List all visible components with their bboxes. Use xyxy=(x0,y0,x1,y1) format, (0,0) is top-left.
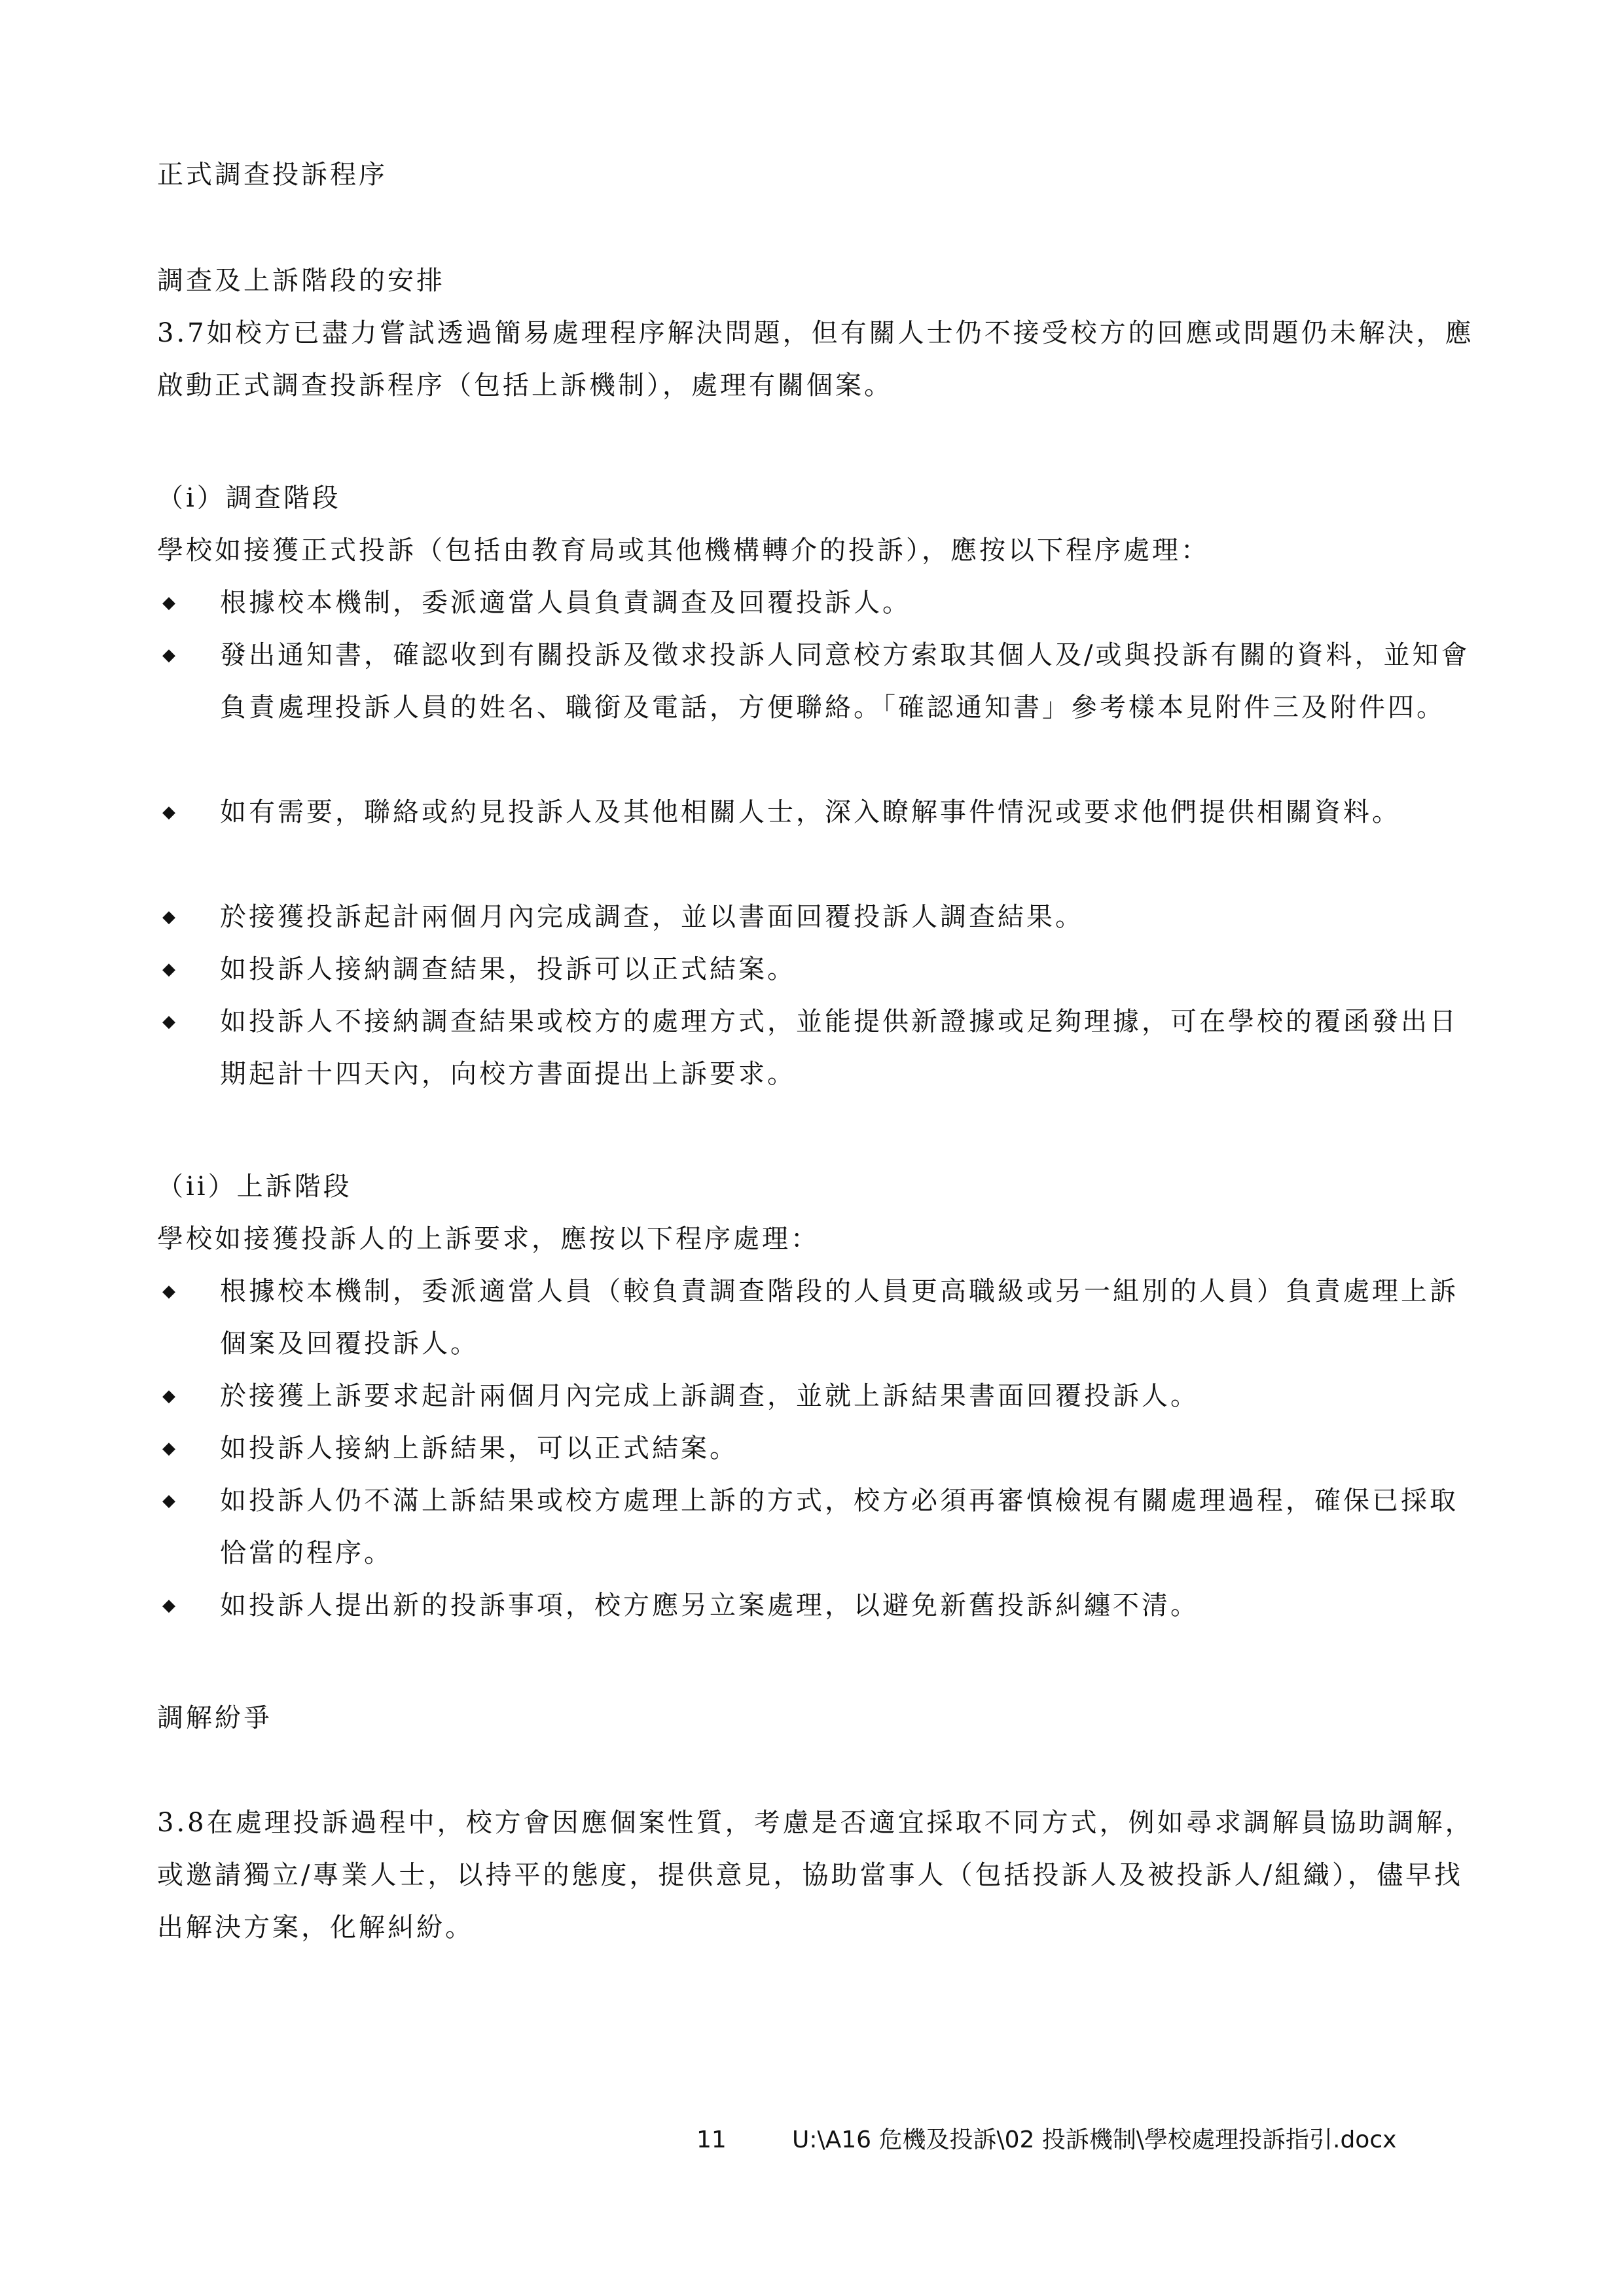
stage-appeal-intro: 學校如接獲投訴人的上訴要求，應按以下程序處理： xyxy=(157,1224,820,1254)
document-heading: 正式調查投訴程序 xyxy=(157,160,388,190)
list-item-text: 根據校本機制，委派適當人員負責調查及回覆投訴人。 xyxy=(220,588,911,618)
paragraph-3-8: 3.8在處理投訴過程中，校方會因應個案性質，考慮是否適宜採取不同方式，例如尋求調解員協助調解，或邀請獨立/專業人士，以持平的態度，提供意見，協助當事人（包括投訴人及被投訴人/組織），儘早找出解決方案，化解糾紛。 xyxy=(157,1808,1474,1943)
list-item-text: 如投訴人不接納調查結果或校方的處理方式，並能提供新證據或足夠理據，可在學校的覆函發出日期起計十四天內，向校方書面提出上訴要求。 xyxy=(220,1007,1458,1089)
stage-appeal-title: （ii）上訴階段 xyxy=(157,1172,352,1202)
diamond-bullet-icon: ◆ xyxy=(162,802,178,822)
diamond-bullet-icon: ◆ xyxy=(162,1012,178,1031)
list-item-text: 如投訴人提出新的投訴事項，校方應另立案處理，以避免新舊投訴糾纏不清。 xyxy=(220,1590,1199,1621)
list-item-text: 如投訴人仍不滿上訴結果或校方處理上訴的方式，校方必須再審慎檢視有關處理過程，確保已採取恰當的程序。 xyxy=(220,1486,1458,1568)
diamond-bullet-icon: ◆ xyxy=(162,1491,178,1511)
diamond-bullet-icon: ◆ xyxy=(162,1439,178,1458)
list-item-text: 如有需要，聯絡或約見投訴人及其他相關人士，深入瞭解事件情況或要求他們提供相關資料。 xyxy=(220,797,1401,827)
list-item-text: 於接獲投訴起計兩個月內完成調查，並以書面回覆投訴人調查結果。 xyxy=(220,902,1084,932)
diamond-bullet-icon: ◆ xyxy=(162,960,178,979)
diamond-bullet-icon: ◆ xyxy=(162,593,178,613)
list-item-text: 發出通知書，確認收到有關投訴及徵求投訴人同意校方索取其個人及/或與投訴有關的資料，並知會負責處理投訴人員的姓名、職銜及電話，方便聯絡。「確認通知書」參考樣本見附件三及附件四。 xyxy=(220,640,1470,723)
paragraph-3-7: 3.7如校方已盡力嘗試透過簡易處理程序解決問題，但有關人士仍不接受校方的回應或問題仍未解決，應啟動正式調查投訴程序（包括上訴機制），處理有關個案。 xyxy=(157,318,1474,401)
list-item-text: 於接獲上訴要求起計兩個月內完成上訴調查，並就上訴結果書面回覆投訴人。 xyxy=(220,1381,1199,1411)
diamond-bullet-icon: ◆ xyxy=(162,1282,178,1301)
list-item-text: 如投訴人接納上訴結果，可以正式結案。 xyxy=(220,1433,738,1463)
section-title-mediation: 調解紛爭 xyxy=(157,1703,272,1733)
stage-investigation-intro: 學校如接獲正式投訴（包括由教育局或其他機構轉介的投訴），應按以下程序處理： xyxy=(157,535,1210,565)
diamond-bullet-icon: ◆ xyxy=(162,1386,178,1406)
page-number: 11 xyxy=(696,2126,727,2153)
stage-investigation-title: （i）調查階段 xyxy=(157,483,341,513)
file-path: U:\A16 危機及投訴\02 投訴機制\學校處理投訴指引.docx xyxy=(792,2126,1397,2153)
diamond-bullet-icon: ◆ xyxy=(162,907,178,927)
section-title-arrangements: 調查及上訴階段的安排 xyxy=(157,266,445,296)
list-item-text: 如投訴人接納調查結果，投訴可以正式結案。 xyxy=(220,954,796,984)
diamond-bullet-icon: ◆ xyxy=(162,1596,178,1615)
list-item-text: 根據校本機制，委派適當人員（較負責調查階段的人員更高職級或另一組別的人員）負責處理上訴個案及回覆投訴人。 xyxy=(220,1276,1458,1359)
diamond-bullet-icon: ◆ xyxy=(162,645,178,665)
